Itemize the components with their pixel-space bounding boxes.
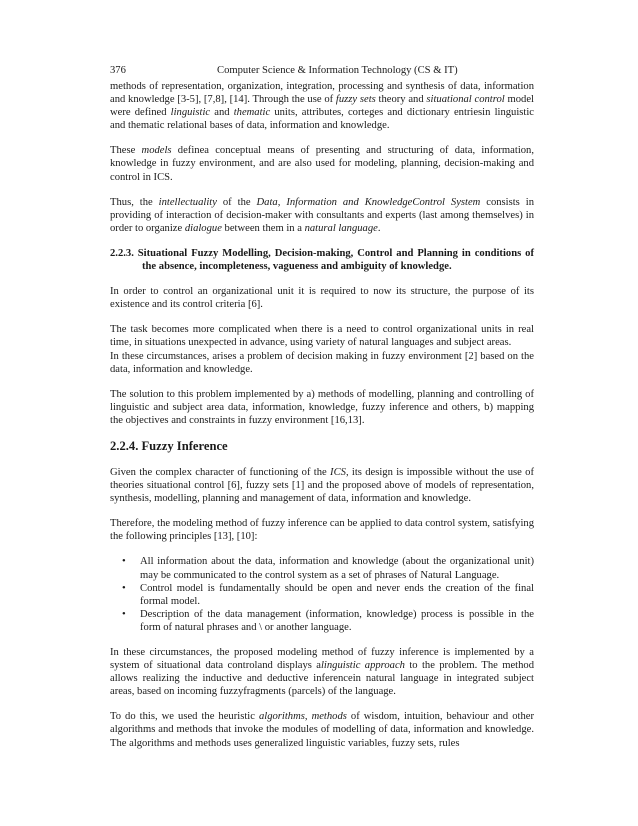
principles-list (110, 555, 534, 634)
paragraph-complex-character (110, 466, 534, 505)
italic-term: situational control (426, 94, 505, 106)
italic-term: fuzzy sets (335, 94, 376, 106)
italic-term: natural language (304, 222, 378, 234)
list-item-text: Description of the data management (information, knowledge) process is possible in the form of natural phrases and \ or another language. (140, 608, 534, 633)
text-run: of the (216, 196, 257, 208)
paragraph-solution: The solution to this problem implemented by a) methods of modelling, planning and controlling of linguistic and subject area data, information, knowledge, fuzzy inference and others, b) mapping the objectives and constraints in fuzzy environment [16,13]. (110, 388, 534, 426)
italic-term: algorithms (258, 711, 305, 723)
text-run: to the problem. The method allows realizing the inductive and deductive inferencein natural language in integrated subject areas, based on incoming fuzzyfragments (parcels) of the language. (110, 660, 535, 698)
bullet-icon: • (122, 556, 126, 568)
text-run: . (377, 222, 381, 234)
text-run: model were defined (110, 94, 534, 119)
paragraph-heuristic (110, 710, 534, 749)
text-run: theory and (375, 94, 427, 106)
paragraph-circumstances: In these circumstances, arises a problem of decision making in fuzzy environment [2] based on the data, information and knowledge. (110, 350, 534, 375)
text-run: and (210, 107, 234, 119)
text-run: of wisdom, intuition, behaviour and other algorithms and methods that invoke the modules of modelling of data, information and knowledge. The algorithms and methods uses generalized linguistic variables, fuzzy sets, rules (110, 711, 535, 749)
text-run: methods of representation, organization, integration, processing and synthesis of data, information and knowledge [3-5], [7,8], [14]. Through the use of (110, 81, 534, 106)
page-number: 376 (110, 65, 126, 76)
text-run: definea conceptual means of presenting and structuring of data, information, knowledge in fuzzy environment, and are also used for modeling, planning, decision-making and control in ICS. (110, 145, 535, 183)
paragraph-proposed-method (110, 646, 534, 698)
text-run: In these circumstances, the proposed modeling method of fuzzy inference is implemented by a system of situational data controland displays a (110, 647, 534, 672)
list-item (110, 608, 534, 634)
list-item (110, 582, 534, 608)
text-run: To do this, we used the heuristic (110, 711, 259, 723)
bullet-icon: • (122, 608, 126, 620)
text-run: Given the complex character of functioning of the (110, 466, 331, 478)
text-run: These (110, 145, 142, 157)
paragraph-task: The task becomes more complicated when there is a need to control organizational units in real time, in situations unexpected in advance, using variety of natural languages and subject areas. (110, 324, 534, 349)
text-run: units, attributes, corteges and dictionary entriesin linguistic and thematic relational bases of data, information and knowledge. (110, 107, 535, 132)
list-item-text: All information about the data, information and knowledge (about the organizational unit) may be communicated to the control system as a set of phrases of Natural Language. (140, 556, 534, 581)
italic-term: intellectuality (158, 196, 217, 208)
section-heading-2-2-3: 2.2.3. Situational Fuzzy Modelling, Decision-making, Control and Planning in conditions of the absence, incompleteness, vagueness and ambiguity of knowledge. (110, 247, 534, 273)
italic-term: methods (311, 711, 347, 723)
text-run: Thus, the (110, 196, 159, 208)
paragraph-methods (110, 80, 534, 132)
list-item-text: Control model is fundamentally should be open and never ends the creation of the final formal model. (140, 582, 534, 607)
text-run: , its design is impossible without the use of theories situational control [6], fuzzy sets [1] and the proposed above of models of representation, synthesis, modelling, planning and management of data, information and knowledge. (110, 466, 534, 505)
bullet-icon: • (122, 582, 126, 594)
text-run: between them in a (221, 222, 305, 234)
paragraph-control-unit: In order to control an organizational unit it is required to now its structure, the purpose of its existence and its control criteria [6]. (110, 286, 534, 311)
paragraph-intellectuality (110, 196, 534, 235)
list-item (110, 555, 534, 581)
paragraph-models (110, 144, 534, 183)
text-run: consists in providing of interaction of decision-maker with consultants and experts (last among themselves) in order to organize (110, 196, 534, 234)
body-text (110, 80, 534, 750)
italic-term: linguistic approach (320, 660, 405, 672)
italic-term: Data, Information and KnowledgeControl System (256, 196, 481, 208)
italic-term: ICS (330, 466, 346, 478)
italic-term: dialogue (184, 222, 222, 234)
italic-term: thematic (233, 107, 271, 119)
text-run: , (304, 711, 312, 723)
paragraph-principles: Therefore, the modeling method of fuzzy inference can be applied to data control system, satisfying the following principles [13], [10]: (110, 518, 534, 543)
italic-term: models (141, 145, 172, 157)
section-heading-2-2-4: 2.2.4. Fuzzy Inference (110, 438, 228, 453)
journal-title: Computer Science & Information Technology (CS & IT) (217, 65, 458, 76)
italic-term: linguistic (170, 107, 211, 119)
